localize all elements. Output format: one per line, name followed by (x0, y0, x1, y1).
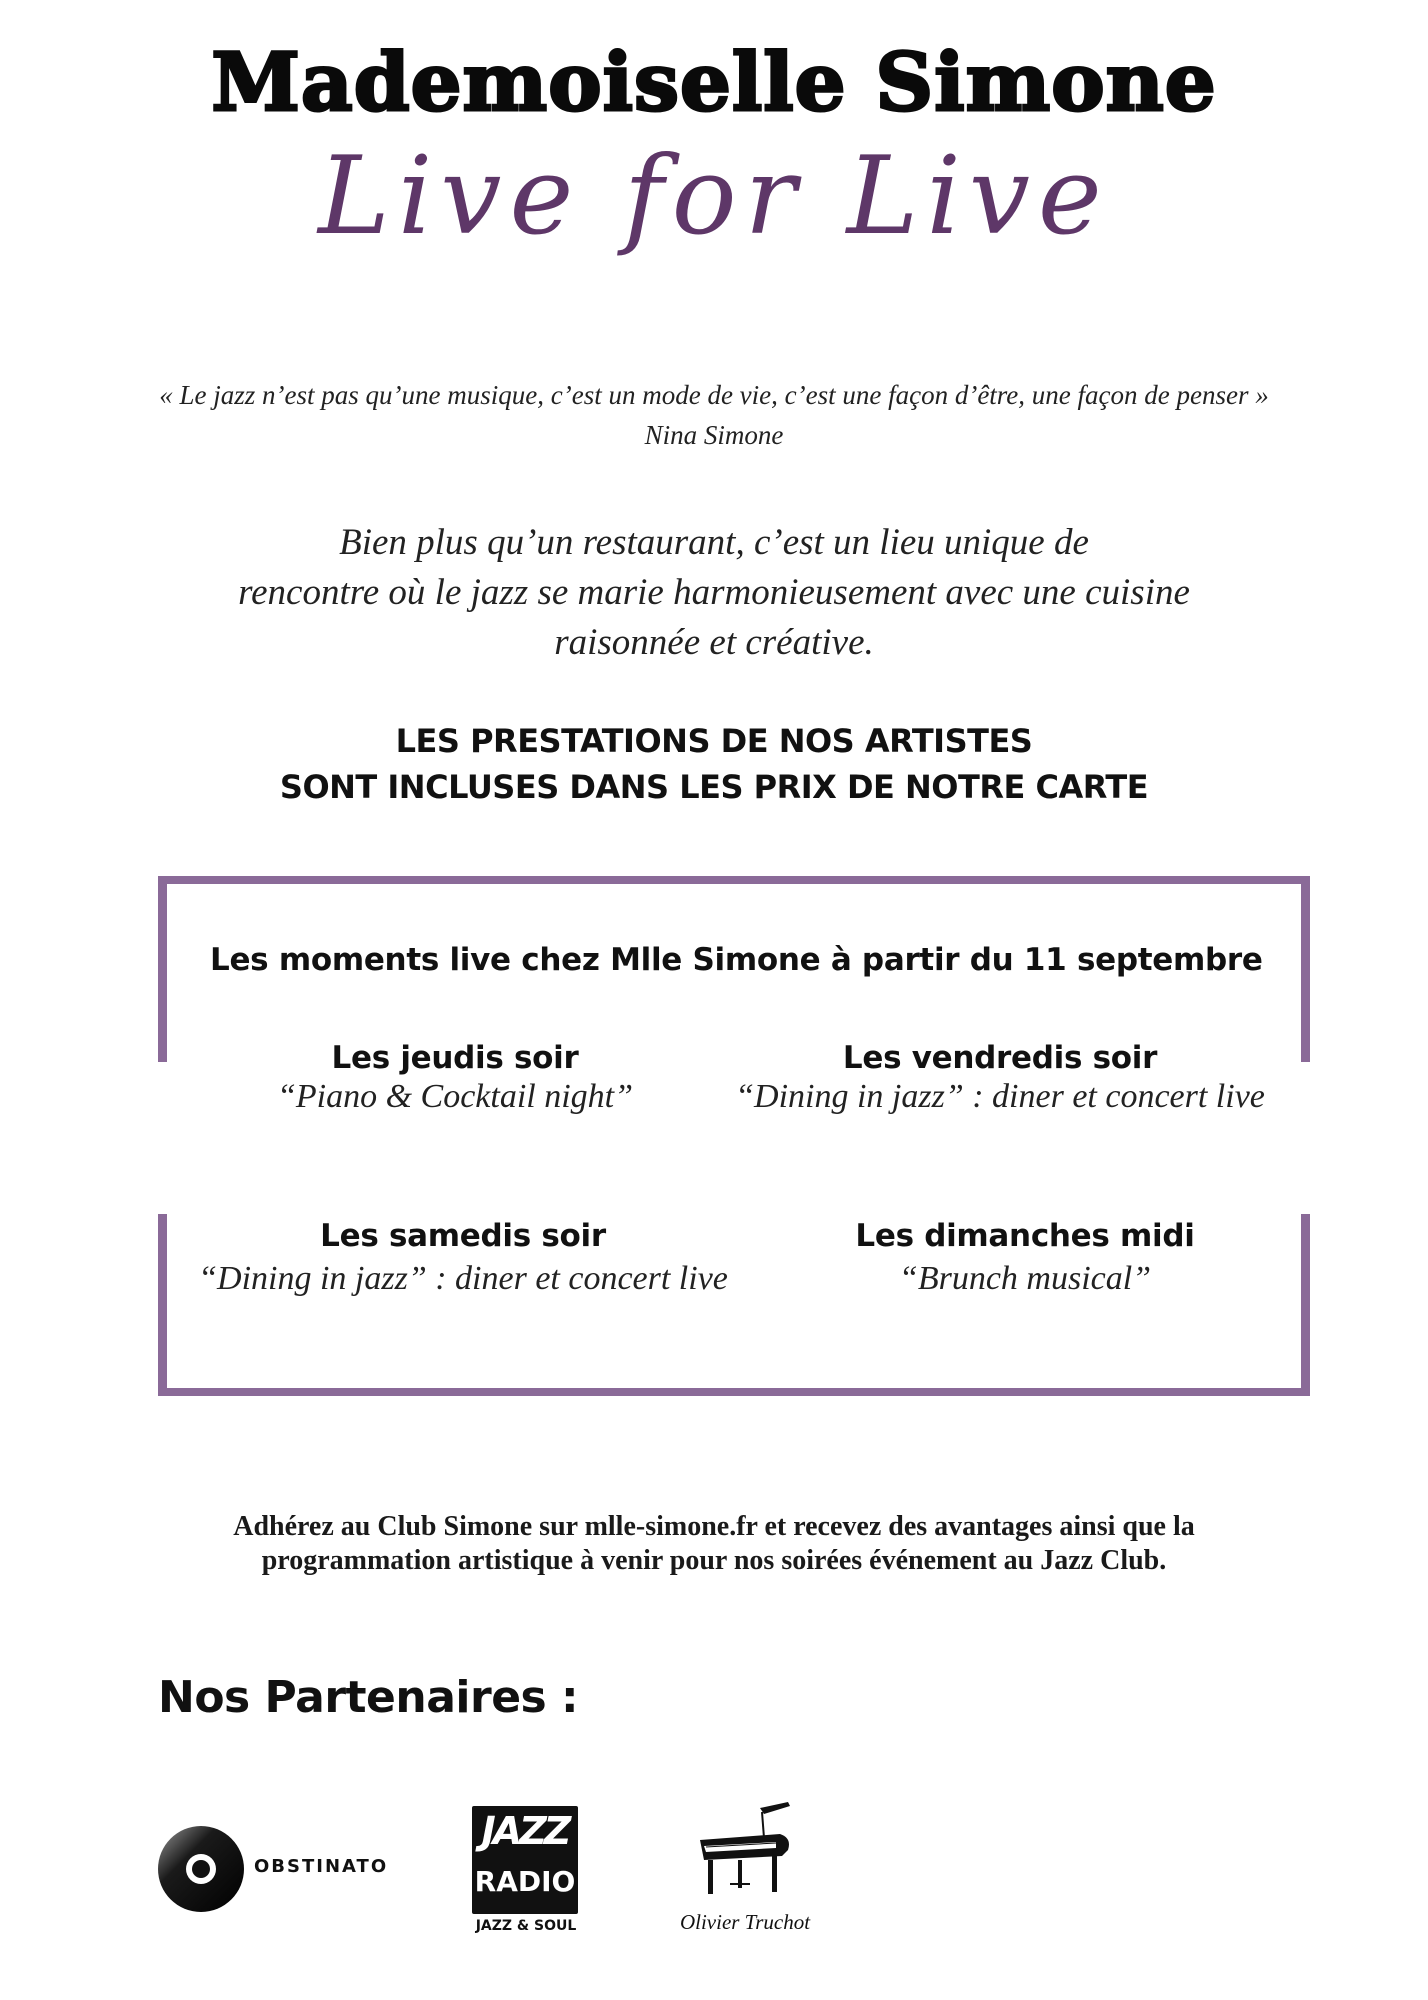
partner-jazz-radio (470, 1806, 582, 1940)
obstinato-disc-icon (156, 1824, 246, 1914)
schedule-title: Les moments live chez Mlle Simone à partir du 11 septembre (210, 942, 1263, 978)
schedule-desc: “Dining in jazz” : diner et concert live (735, 1078, 1265, 1115)
schedule-desc: “Dining in jazz” : diner et concert live (198, 1260, 728, 1297)
schedule-day: Les jeudis soir (331, 1040, 579, 1076)
club-invitation-line: Adhérez au Club Simone sur mlle-simone.fr et recevez des avantages ainsi que la (233, 1511, 1195, 1542)
frame-right-upper (1301, 876, 1310, 1062)
frame-bottom (158, 1388, 1310, 1396)
schedule-item-sunday (800, 1218, 1250, 1298)
schedule-day: Les dimanches midi (855, 1218, 1195, 1254)
frame-left-upper (158, 876, 167, 1062)
intro-line: Bien plus qu’un restaurant, c’est un lieu unique de (339, 522, 1089, 563)
page-title: Mademoiselle Simone (211, 35, 1217, 129)
partner-name: OBSTINATO (254, 1856, 389, 1877)
schedule-desc: “Brunch musical” (898, 1260, 1152, 1297)
grand-piano-icon (690, 1800, 800, 1900)
quote-author: Nina Simone (644, 420, 784, 450)
frame-right-lower (1301, 1214, 1310, 1396)
frame-top (158, 876, 1310, 884)
schedule-item-friday (700, 1040, 1300, 1116)
prestations-line: SONT INCLUSES DANS LES PRIX DE NOTRE CARTE (279, 768, 1149, 806)
jazz-radio-sub-text: JAZZ & SOUL (475, 1918, 577, 1934)
intro-paragraph (0, 518, 1428, 668)
partner-name: Olivier Truchot (679, 1910, 811, 1934)
partner-obstinato (156, 1824, 416, 1914)
club-invitation (130, 1510, 1298, 1578)
schedule-day: Les samedis soir (320, 1218, 606, 1254)
frame-left-lower (158, 1214, 167, 1396)
schedule-day: Les vendredis soir (842, 1040, 1158, 1076)
club-invitation-line: programmation artistique à venir pour nos soirées événement au Jazz Club. (261, 1545, 1167, 1576)
prestations-notice (0, 718, 1428, 810)
schedule-item-thursday (250, 1040, 660, 1116)
schedule-desc: “Piano & Cocktail night” (276, 1078, 634, 1115)
partners-title: Nos Partenaires : (158, 1672, 579, 1723)
intro-line: rencontre où le jazz se marie harmonieusement avec une cuisine (238, 572, 1190, 613)
jazz-radio-top-text: JAZZ (481, 1809, 569, 1853)
schedule-item-saturday (168, 1218, 758, 1298)
quote-text: « Le jazz n’est pas qu’une musique, c’est un mode de vie, c’est une façon d’être, une façon de penser » (159, 380, 1269, 410)
jazz-radio-badge (472, 1806, 578, 1914)
partner-olivier-truchot (660, 1800, 830, 1940)
jazz-radio-mid-text: RADIO (474, 1865, 576, 1898)
prestations-line: LES PRESTATIONS DE NOS ARTISTES (395, 722, 1033, 760)
intro-line: raisonnée et créative. (554, 622, 874, 663)
tagline: Live for Live (318, 134, 1110, 259)
